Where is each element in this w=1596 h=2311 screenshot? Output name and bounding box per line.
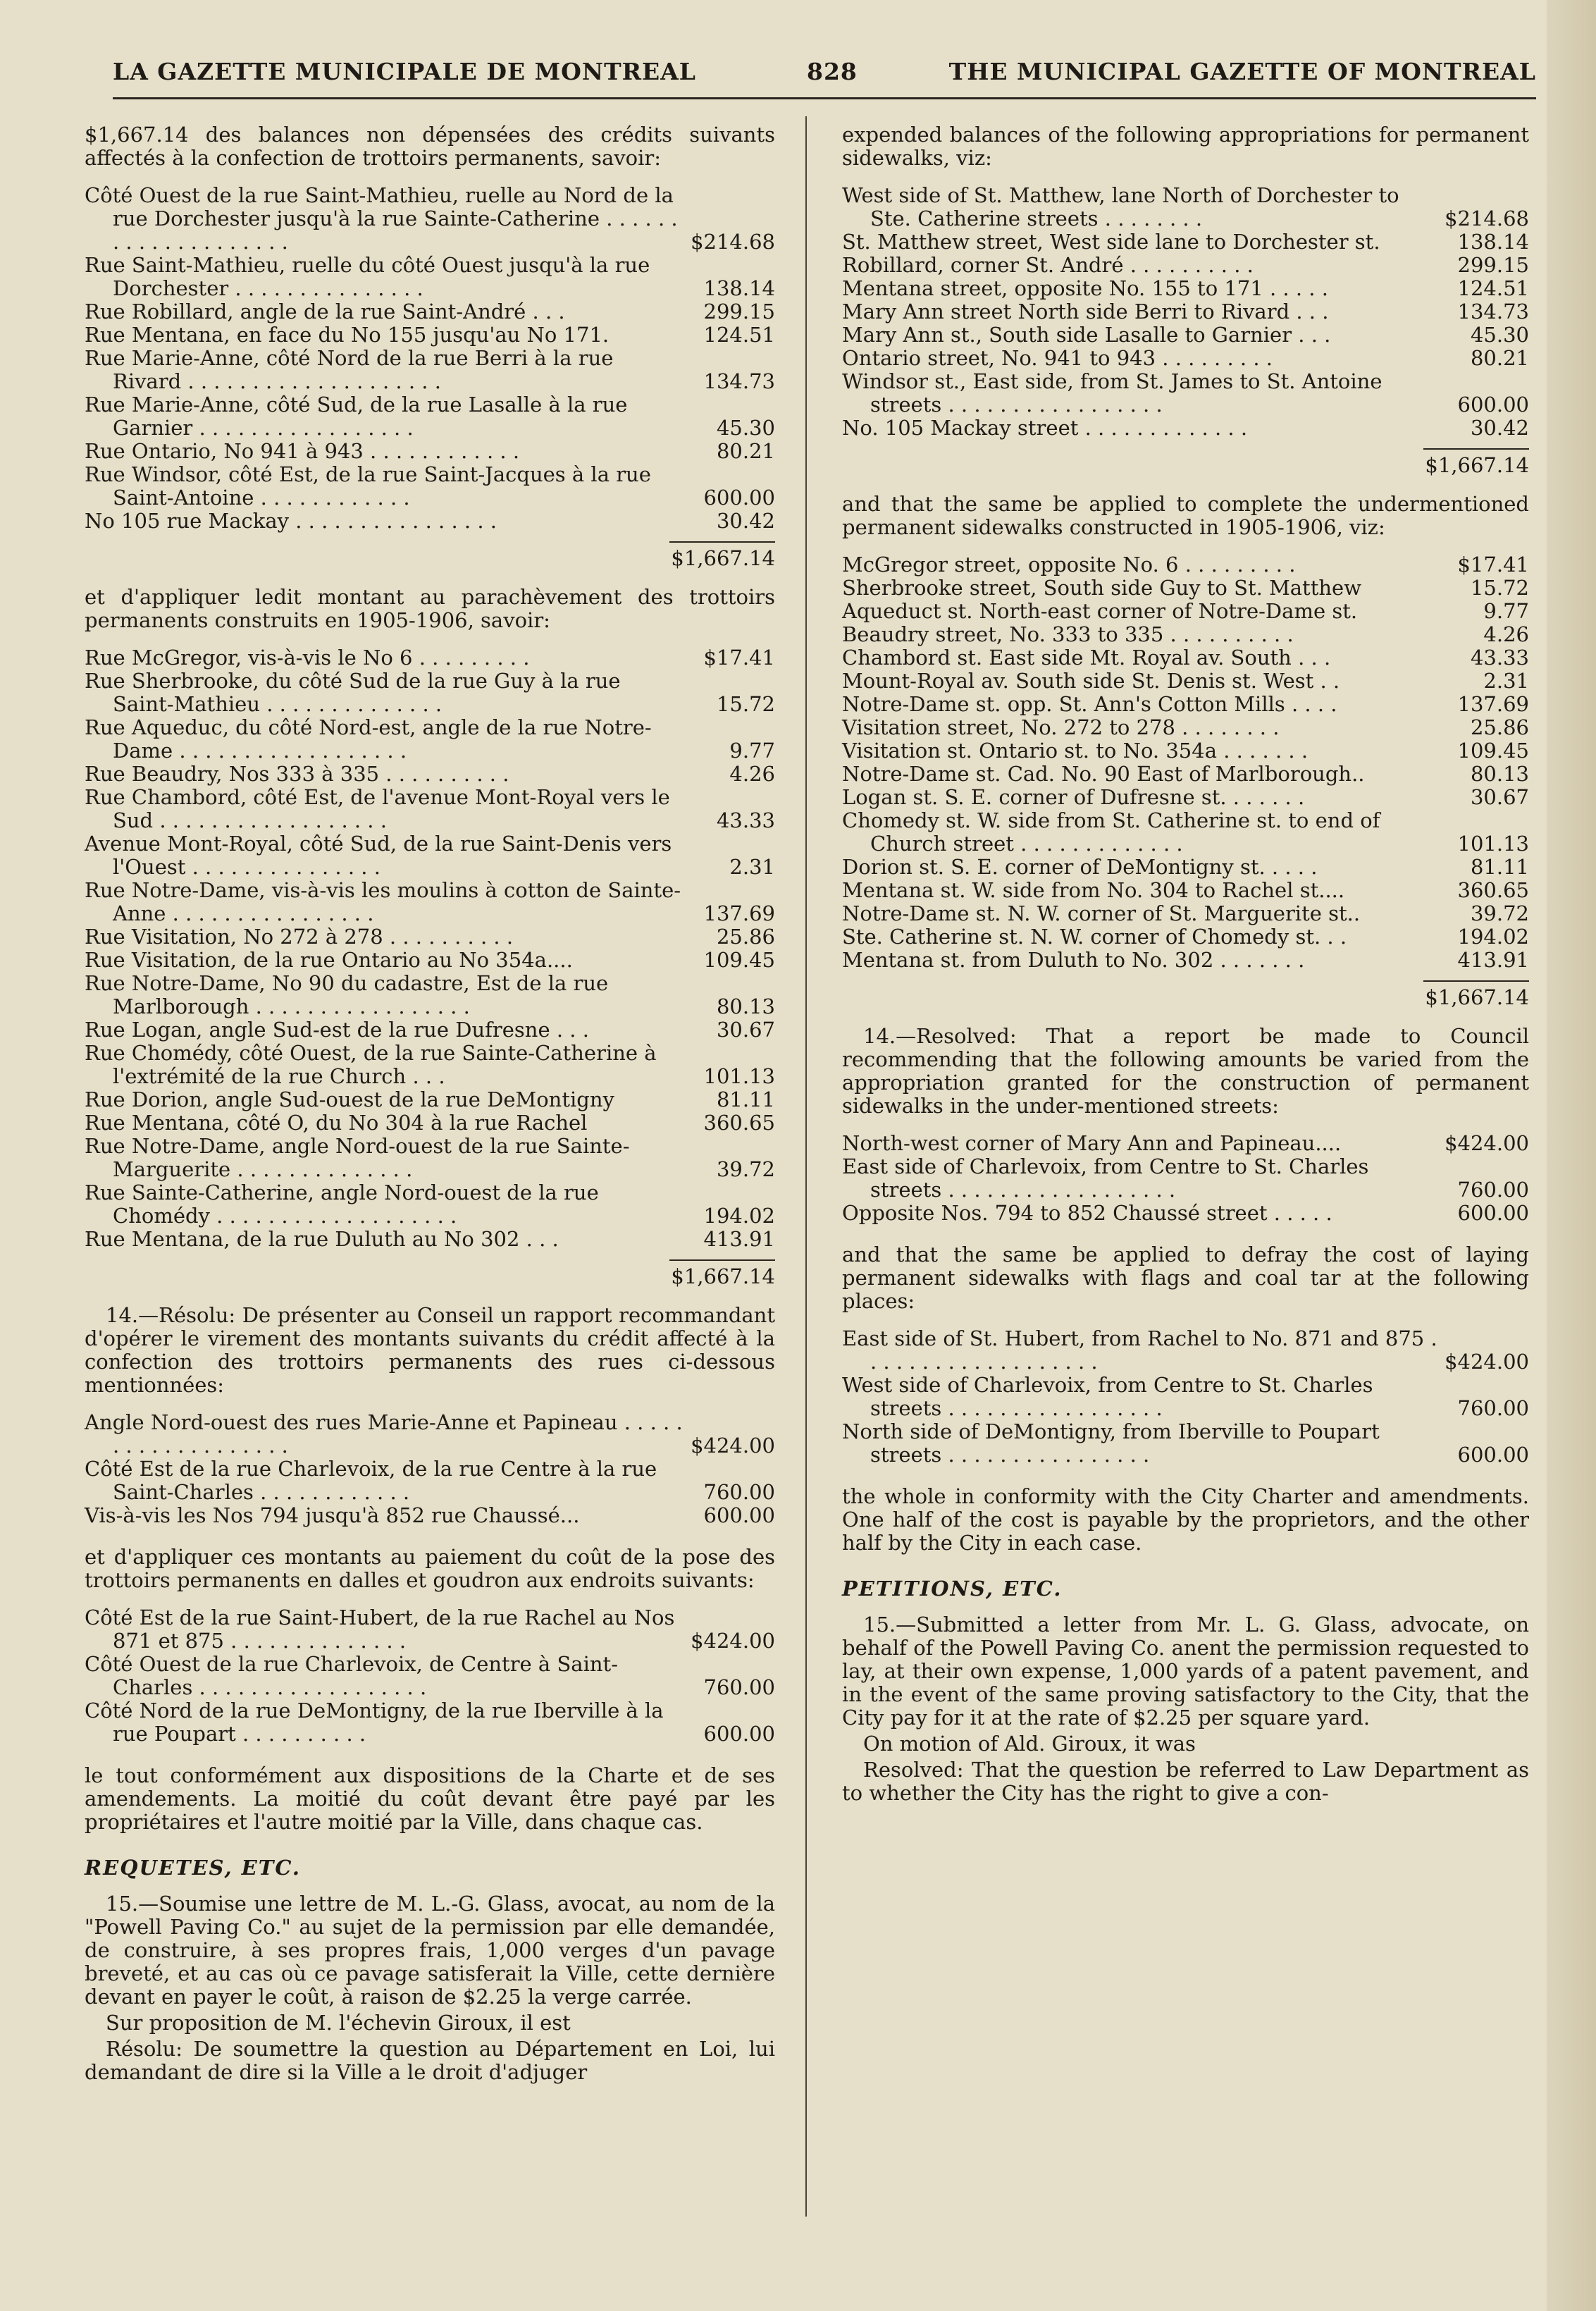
list-item xyxy=(842,879,1529,902)
item-amount: 134.73 xyxy=(703,369,775,393)
item-label: Vis-à-vis les Nos 794 jusqu'à 852 rue Chaussé... xyxy=(85,1503,580,1527)
item-amount: $17.41 xyxy=(1457,553,1529,577)
item-amount: $214.68 xyxy=(691,230,775,254)
list-item xyxy=(842,1132,1529,1155)
total-rule xyxy=(669,541,775,543)
list-item xyxy=(85,510,775,533)
item-amount: 9.77 xyxy=(729,739,775,763)
motion-line: On motion of Ald. Giroux, it was xyxy=(863,1732,1196,1756)
item-label: North-west corner of Mary Ann and Papineau.... xyxy=(842,1131,1342,1155)
item-label: Angle Nord-ouest des rues Marie-Anne et Papineau . . . . . . . . . . . . . . . . . . . xyxy=(85,1410,683,1458)
total-amount: $1,667.14 xyxy=(1425,453,1529,477)
item-amount: 15.72 xyxy=(716,692,775,716)
item-label: Notre-Dame st. opp. St. Ann's Cotton Mills . . . . xyxy=(842,692,1337,716)
list-item xyxy=(85,670,775,716)
item-amount: 299.15 xyxy=(703,300,775,323)
item-amount: 760.00 xyxy=(703,1480,775,1504)
item-amount: 39.72 xyxy=(1470,901,1529,925)
intro-paragraph: $1,667.14 des balances non dépensées des crédits suivants affectés à la confection de trottoirs permanents, savoir: xyxy=(85,123,775,170)
list-item xyxy=(842,646,1529,670)
item-amount: 194.02 xyxy=(1457,925,1529,949)
item-label: Aqueduct st. North-east corner of Notre-Dame st. xyxy=(842,599,1358,623)
item-amount: 600.00 xyxy=(1457,393,1529,417)
apply-paragraph-2: and that the same be applied to defray the cost of laying permanent sidewalks with flags and coal tar at the following places: xyxy=(842,1243,1529,1313)
item-label: Robillard, corner St. André . . . . . . . . . . xyxy=(842,253,1254,277)
list-4 xyxy=(842,1327,1529,1467)
list-item xyxy=(85,347,775,393)
list-item xyxy=(85,832,775,879)
item-amount: 138.14 xyxy=(703,276,775,300)
item-amount: 600.00 xyxy=(703,1722,775,1746)
item-amount: 109.45 xyxy=(703,948,775,972)
motion-line: Sur proposition de M. l'échevin Giroux, il est xyxy=(106,2011,571,2035)
item-label: Dorion st. S. E. corner of DeMontigny st. . . . . xyxy=(842,855,1318,879)
total-amount: $1,667.14 xyxy=(671,546,775,570)
list-item xyxy=(85,949,775,972)
list-3 xyxy=(85,1411,775,1527)
item-amount: 600.00 xyxy=(1457,1443,1529,1467)
item-label: Rue Robillard, angle de la rue Saint-André . . . xyxy=(85,300,565,323)
list-item xyxy=(85,1181,775,1228)
item-amount: 25.86 xyxy=(1470,715,1529,739)
item-label: Mentana st. W. side from No. 304 to Rachel st.... xyxy=(842,878,1345,902)
item-amount: 80.13 xyxy=(716,994,775,1018)
item-amount: 101.13 xyxy=(1457,832,1529,856)
item-label: Rue Visitation, No 272 à 278 . . . . . . . . . . xyxy=(85,925,514,949)
list-item xyxy=(85,1042,775,1088)
page-header xyxy=(113,58,1536,100)
list-item xyxy=(842,925,1529,949)
list-item xyxy=(85,323,775,347)
total-amount: $1,667.14 xyxy=(671,1264,775,1288)
list-2 xyxy=(842,553,1529,972)
item-label: McGregor street, opposite No. 6 . . . . . . . . . xyxy=(842,553,1296,577)
item-amount: 25.86 xyxy=(716,925,775,949)
item-amount: 760.00 xyxy=(703,1675,775,1699)
item-amount: 299.15 xyxy=(1457,253,1529,277)
conclusion-paragraph: the whole in conformity with the City Charter and amendments. One half of the cost is payable by the proprietors, and the other half by the City in each case. xyxy=(842,1484,1529,1555)
item-amount: 109.45 xyxy=(1457,739,1529,763)
list-item xyxy=(85,1504,775,1527)
list-item xyxy=(85,646,775,670)
list-1 xyxy=(842,184,1529,440)
list-item xyxy=(85,1458,775,1504)
item-label: Rue Notre-Dame, angle Nord-ouest de la rue Sainte-Marguerite . . . . . . . . . . . . . . xyxy=(85,1134,630,1181)
intro-paragraph: expended balances of the following appropriations for permanent sidewalks, viz: xyxy=(842,123,1529,170)
list-item xyxy=(85,716,775,763)
list-item xyxy=(85,440,775,463)
page-number: 828 xyxy=(807,58,858,85)
item-amount: 124.51 xyxy=(703,323,775,347)
item-label: Opposite Nos. 794 to 852 Chaussé street . . . . . xyxy=(842,1201,1332,1225)
item-label: Rue Windsor, côté Est, de la rue Saint-Jacques à la rue Saint-Antoine . . . . . . . . . . . . xyxy=(85,462,651,510)
list-3 xyxy=(842,1132,1529,1225)
item-amount: 360.65 xyxy=(703,1111,775,1135)
item-label: Mentana street, opposite No. 155 to 171 . . . . . xyxy=(842,276,1328,300)
list-item xyxy=(842,323,1529,347)
item-label: Rue Visitation, de la rue Ontario au No 354a.... xyxy=(85,948,573,972)
item-label: Chomedy st. W. side from St. Catherine st. to end of Church street . . . . . . . . . . . . . xyxy=(842,808,1380,856)
list-item xyxy=(842,600,1529,623)
item-amount: 4.26 xyxy=(729,762,775,786)
list-item xyxy=(85,1018,775,1042)
item-amount: 194.02 xyxy=(703,1204,775,1228)
item-amount: $424.00 xyxy=(1445,1131,1529,1155)
item-amount: 30.42 xyxy=(1470,416,1529,440)
item-label: Visitation st. Ontario st. to No. 354a . . . . . . . xyxy=(842,739,1309,763)
item-label: Rue Sainte-Catherine, angle Nord-ouest de la rue Chomédy . . . . . . . . . . . . . . . . . . . xyxy=(85,1181,599,1228)
list-item xyxy=(842,809,1529,856)
item-label: Ontario street, No. 941 to 943 . . . . . . . . . xyxy=(842,346,1273,370)
item-amount: 413.91 xyxy=(1457,948,1529,972)
item-amount: 30.67 xyxy=(1470,785,1529,809)
item-label: Windsor st., East side, from St. James to St. Antoine streets . . . . . . . . . . . . . . . . . xyxy=(842,369,1382,417)
item-label: Rue Mentana, en face du No 155 jusqu'au No 171. xyxy=(85,323,610,347)
item-label: Mary Ann street North side Berri to Rivard . . . xyxy=(842,300,1329,323)
item-label: Rue Chambord, côté Est, de l'avenue Mont-Royal vers le Sud . . . . . . . . . . . . . . . . . . xyxy=(85,785,670,832)
total-rule xyxy=(669,1259,775,1261)
item-label: Rue Mentana, côté O, du No 304 à la rue Rachel xyxy=(85,1111,588,1135)
item-label: Rue Marie-Anne, côté Sud, de la rue Lasalle à la rue Garnier . . . . . . . . . . . . . . . . . xyxy=(85,393,628,440)
list-item xyxy=(842,739,1529,763)
item-label: Côté Est de la rue Charlevoix, de la rue Centre à la rue Saint-Charles . . . . . . . . . . . . xyxy=(85,1457,657,1504)
list-item xyxy=(842,417,1529,440)
item-amount: 80.21 xyxy=(1470,346,1529,370)
item-label: Visitation street, No. 272 to 278 . . . . . . . . xyxy=(842,715,1280,739)
item-amount: $214.68 xyxy=(1445,207,1529,230)
item-15-paragraph: 15.—Soumise une lettre de M. L.-G. Glass, avocat, au nom de la "Powell Paving Co." au sujet de la permission par elle demandée, de construire, à ses propres frais, 1,000 verges d'un pavage breveté, et au cas où ce pavage satisferait la Ville, cette dernière devant en payer le coût, à raison de $2.25 la verge carrée. xyxy=(85,1892,775,2009)
english-column xyxy=(842,123,1529,1819)
list-1 xyxy=(85,184,775,533)
item-amount: $17.41 xyxy=(703,646,775,670)
item-amount: 2.31 xyxy=(1483,669,1529,693)
list-item xyxy=(85,1653,775,1699)
section-heading: REQUETES, ETC. xyxy=(85,1856,301,1880)
item-amount: 30.67 xyxy=(716,1018,775,1042)
list-item xyxy=(842,763,1529,786)
list-item xyxy=(842,254,1529,277)
list-item xyxy=(85,393,775,440)
item-label: Rue Beaudry, Nos 333 à 335 . . . . . . . . . . xyxy=(85,762,509,786)
item-label: Côté Ouest de la rue Saint-Mathieu, ruelle au Nord de la rue Dorchester jusqu'à la rue Sainte-Catherine . . . . . . . . . . . . . . . . . . . . xyxy=(85,183,678,254)
item-amount: 43.33 xyxy=(716,808,775,832)
total-rule xyxy=(1423,448,1529,450)
item-amount: 760.00 xyxy=(1457,1396,1529,1420)
list-item xyxy=(842,1202,1529,1225)
item-label: North side of DeMontigny, from Iberville to Poupart streets . . . . . . . . . . . . . . . . xyxy=(842,1419,1380,1467)
item-amount: 760.00 xyxy=(1457,1178,1529,1202)
list-item xyxy=(842,670,1529,693)
item-amount: 9.77 xyxy=(1483,599,1529,623)
item-label: Beaudry street, No. 333 to 335 . . . . . . . . . . xyxy=(842,622,1294,646)
header-rule xyxy=(113,97,1536,99)
list-item xyxy=(85,254,775,300)
list-item xyxy=(85,300,775,323)
item-amount: $424.00 xyxy=(691,1629,775,1653)
list-item xyxy=(842,1420,1529,1467)
french-column xyxy=(85,123,775,2098)
item-amount: 360.65 xyxy=(1457,878,1529,902)
item-amount: 15.72 xyxy=(1470,576,1529,600)
item-label: Notre-Dame st. Cad. No. 90 East of Marlborough.. xyxy=(842,762,1365,786)
resolution-14: 14.—Résolu: De présenter au Conseil un rapport recommandant d'opérer le virement des montants suivants du crédit affecté à la confection des trottoirs permanents des rues ci-dessous mentionnées: xyxy=(85,1303,775,1397)
item-amount: $424.00 xyxy=(1445,1350,1529,1374)
list-item xyxy=(842,1327,1529,1374)
list-4 xyxy=(85,1606,775,1746)
list-item xyxy=(85,1699,775,1746)
item-label: West side of Charlevoix, from Centre to St. Charles streets . . . . . . . . . . . . . . . . . xyxy=(842,1373,1373,1420)
item-label: West side of St. Matthew, lane North of Dorchester to Ste. Catherine streets . . . . . . . . xyxy=(842,183,1399,230)
item-amount: 80.13 xyxy=(1470,762,1529,786)
total-rule xyxy=(1423,980,1529,982)
item-label: Rue Aqueduc, du côté Nord-est, angle de la rue Notre-Dame . . . . . . . . . . . . . . . . . . xyxy=(85,715,652,763)
item-amount: 600.00 xyxy=(1457,1201,1529,1225)
item-label: Rue Logan, angle Sud-est de la rue Dufresne . . . xyxy=(85,1018,589,1042)
resolution-paragraph: Resolved: That the question be referred to Law Department as to whether the City has the right to give a con- xyxy=(842,1758,1529,1805)
item-label: East side of St. Hubert, from Rachel to No. 871 and 875 . . . . . . . . . . . . . . . . . . . xyxy=(842,1326,1437,1374)
item-label: Logan st. S. E. corner of Dufresne st. . . . . . . xyxy=(842,785,1305,809)
item-label: Rue Ontario, No 941 à 943 . . . . . . . . . . . . xyxy=(85,439,520,463)
item-label: Rue Marie-Anne, côté Nord de la rue Berri à la rue Rivard . . . . . . . . . . . . . . . . . . . . xyxy=(85,346,614,393)
item-amount: 600.00 xyxy=(703,1503,775,1527)
list-item xyxy=(842,184,1529,230)
item-label: Sherbrooke street, South side Guy to St. Matthew xyxy=(842,576,1362,600)
item-label: Côté Est de la rue Saint-Hubert, de la rue Rachel au Nos 871 et 875 . . . . . . . . . . . . . . xyxy=(85,1606,675,1653)
item-amount: $424.00 xyxy=(691,1434,775,1458)
list-item xyxy=(842,1374,1529,1420)
list-item xyxy=(842,716,1529,739)
item-label: Avenue Mont-Royal, côté Sud, de la rue Saint-Denis vers l'Ouest . . . . . . . . . . . . . . . xyxy=(85,832,672,879)
conclusion-paragraph: le tout conformément aux dispositions de la Charte et de ses amendements. La moitié du coût devant être payé par les propriétaires et l'autre moitié par la Ville, dans chaque cas. xyxy=(85,1763,775,1834)
item-label: Rue McGregor, vis-à-vis le No 6 . . . . . . . . . xyxy=(85,646,530,670)
apply-paragraph: et d'appliquer ledit montant au parachèvement des trottoirs permanents construits en 1905-1906, savoir: xyxy=(85,585,775,632)
item-15-paragraph: 15.—Submitted a letter from Mr. L. G. Glass, advocate, on behalf of the Powell Paving Co. anent the permission requested to lay, at their own expense, 1,000 yards of a patent pavement, and in the event of the same proving satisfactory to the City, that the City pay for it at the rate of $2.25 per square yard. xyxy=(842,1613,1529,1730)
list-item xyxy=(85,1228,775,1251)
section-heading: PETITIONS, ETC. xyxy=(842,1577,1063,1601)
item-label: Rue Chomédy, côté Ouest, de la rue Sainte-Catherine à l'extrémité de la rue Church . . . xyxy=(85,1041,657,1088)
list-item xyxy=(842,553,1529,577)
item-label: Rue Sherbrooke, du côté Sud de la rue Guy à la rue Saint-Mathieu . . . . . . . . . . . . . . xyxy=(85,669,621,716)
item-label: No. 105 Mackay street . . . . . . . . . . . . . xyxy=(842,416,1248,440)
item-label: Ste. Catherine st. N. W. corner of Chomedy st. . . xyxy=(842,925,1347,949)
apply-paragraph: and that the same be applied to complete the undermentioned permanent sidewalks constructed in 1905-1906, viz: xyxy=(842,492,1529,539)
list-item xyxy=(85,1088,775,1111)
list-item xyxy=(842,577,1529,600)
item-label: Rue Mentana, de la rue Duluth au No 302 . . . xyxy=(85,1227,559,1251)
column-divider xyxy=(805,116,807,2217)
item-amount: 101.13 xyxy=(703,1064,775,1088)
list-item xyxy=(842,230,1529,254)
item-label: Rue Notre-Dame, No 90 du cadastre, Est de la rue Marlborough . . . . . . . . . . . . . . . . . xyxy=(85,971,609,1018)
list-item xyxy=(85,1135,775,1181)
item-amount: 30.42 xyxy=(716,509,775,533)
list-item xyxy=(85,879,775,925)
item-label: No 105 rue Mackay . . . . . . . . . . . . . . . . xyxy=(85,509,497,533)
list-item xyxy=(842,949,1529,972)
list-item xyxy=(842,347,1529,370)
item-label: Rue Dorion, angle Sud-ouest de la rue DeMontigny xyxy=(85,1087,614,1111)
list-item xyxy=(85,184,775,254)
list-item xyxy=(85,1411,775,1458)
resolution-paragraph: Résolu: De soumettre la question au Département en Loi, lui demandant de dire si la Ville a le droit d'adjuger xyxy=(85,2037,775,2084)
list-item xyxy=(85,925,775,949)
item-amount: 39.72 xyxy=(716,1157,775,1181)
item-label: Mary Ann st., South side Lasalle to Garnier . . . xyxy=(842,323,1331,347)
list-item xyxy=(842,902,1529,925)
item-amount: 134.73 xyxy=(1457,300,1529,323)
item-amount: 4.26 xyxy=(1483,622,1529,646)
item-label: Côté Nord de la rue DeMontigny, de la rue Iberville à la rue Poupart . . . . . . . . . . xyxy=(85,1699,664,1746)
item-amount: 43.33 xyxy=(1470,646,1529,670)
apply-paragraph-2: et d'appliquer ces montants au paiement du coût de la pose des trottoirs permanents en dalles et goudron aux endroits suivants: xyxy=(85,1545,775,1592)
header-right-title: THE MUNICIPAL GAZETTE OF MONTREAL xyxy=(948,58,1536,85)
list-item xyxy=(842,277,1529,300)
item-amount: 413.91 xyxy=(703,1227,775,1251)
total-amount: $1,667.14 xyxy=(1425,985,1529,1009)
item-label: St. Matthew street, West side lane to Dorchester st. xyxy=(842,230,1380,254)
item-amount: 2.31 xyxy=(729,855,775,879)
item-amount: 45.30 xyxy=(1470,323,1529,347)
item-amount: 138.14 xyxy=(1457,230,1529,254)
list-item xyxy=(85,463,775,510)
list-item xyxy=(85,1111,775,1135)
item-label: Notre-Dame st. N. W. corner of St. Marguerite st.. xyxy=(842,901,1361,925)
item-label: Mentana st. from Duluth to No. 302 . . . . . . . xyxy=(842,948,1305,972)
list-item xyxy=(842,856,1529,879)
list-item xyxy=(842,300,1529,323)
item-label: Mount-Royal av. South side St. Denis st. West . . xyxy=(842,669,1340,693)
list-item xyxy=(842,693,1529,716)
page-edge xyxy=(1547,0,1596,2311)
item-label: Côté Ouest de la rue Charlevoix, de Centre à Saint-Charles . . . . . . . . . . . . . . . . . . xyxy=(85,1652,619,1699)
item-amount: 600.00 xyxy=(703,486,775,510)
item-amount: 137.69 xyxy=(703,901,775,925)
list-2 xyxy=(85,646,775,1251)
resolution-14: 14.—Resolved: That a report be made to Council recommending that the following amounts be varied from the appropriation granted for the construction of permanent sidewalks in the under-mentioned streets: xyxy=(842,1024,1529,1118)
list-item xyxy=(842,623,1529,646)
list-item xyxy=(85,972,775,1018)
item-amount: 124.51 xyxy=(1457,276,1529,300)
list-item xyxy=(842,370,1529,417)
item-label: East side of Charlevoix, from Centre to St. Charles streets . . . . . . . . . . . . . . . . . . xyxy=(842,1154,1369,1202)
item-amount: 81.11 xyxy=(716,1087,775,1111)
item-label: Rue Saint-Mathieu, ruelle du côté Ouest jusqu'à la rue Dorchester . . . . . . . . . . . . . . . xyxy=(85,253,650,300)
item-label: Rue Notre-Dame, vis-à-vis les moulins à cotton de Sainte-Anne . . . . . . . . . . . . . . . . xyxy=(85,878,681,925)
list-item xyxy=(842,1155,1529,1202)
item-amount: 81.11 xyxy=(1470,855,1529,879)
item-amount: 80.21 xyxy=(716,439,775,463)
list-item xyxy=(85,763,775,786)
list-item xyxy=(85,786,775,832)
list-item xyxy=(842,786,1529,809)
item-amount: 137.69 xyxy=(1457,692,1529,716)
header-left-title: LA GAZETTE MUNICIPALE DE MONTREAL xyxy=(113,58,697,85)
list-item xyxy=(85,1606,775,1653)
item-amount: 45.30 xyxy=(716,416,775,440)
item-label: Chambord st. East side Mt. Royal av. South . . . xyxy=(842,646,1331,670)
